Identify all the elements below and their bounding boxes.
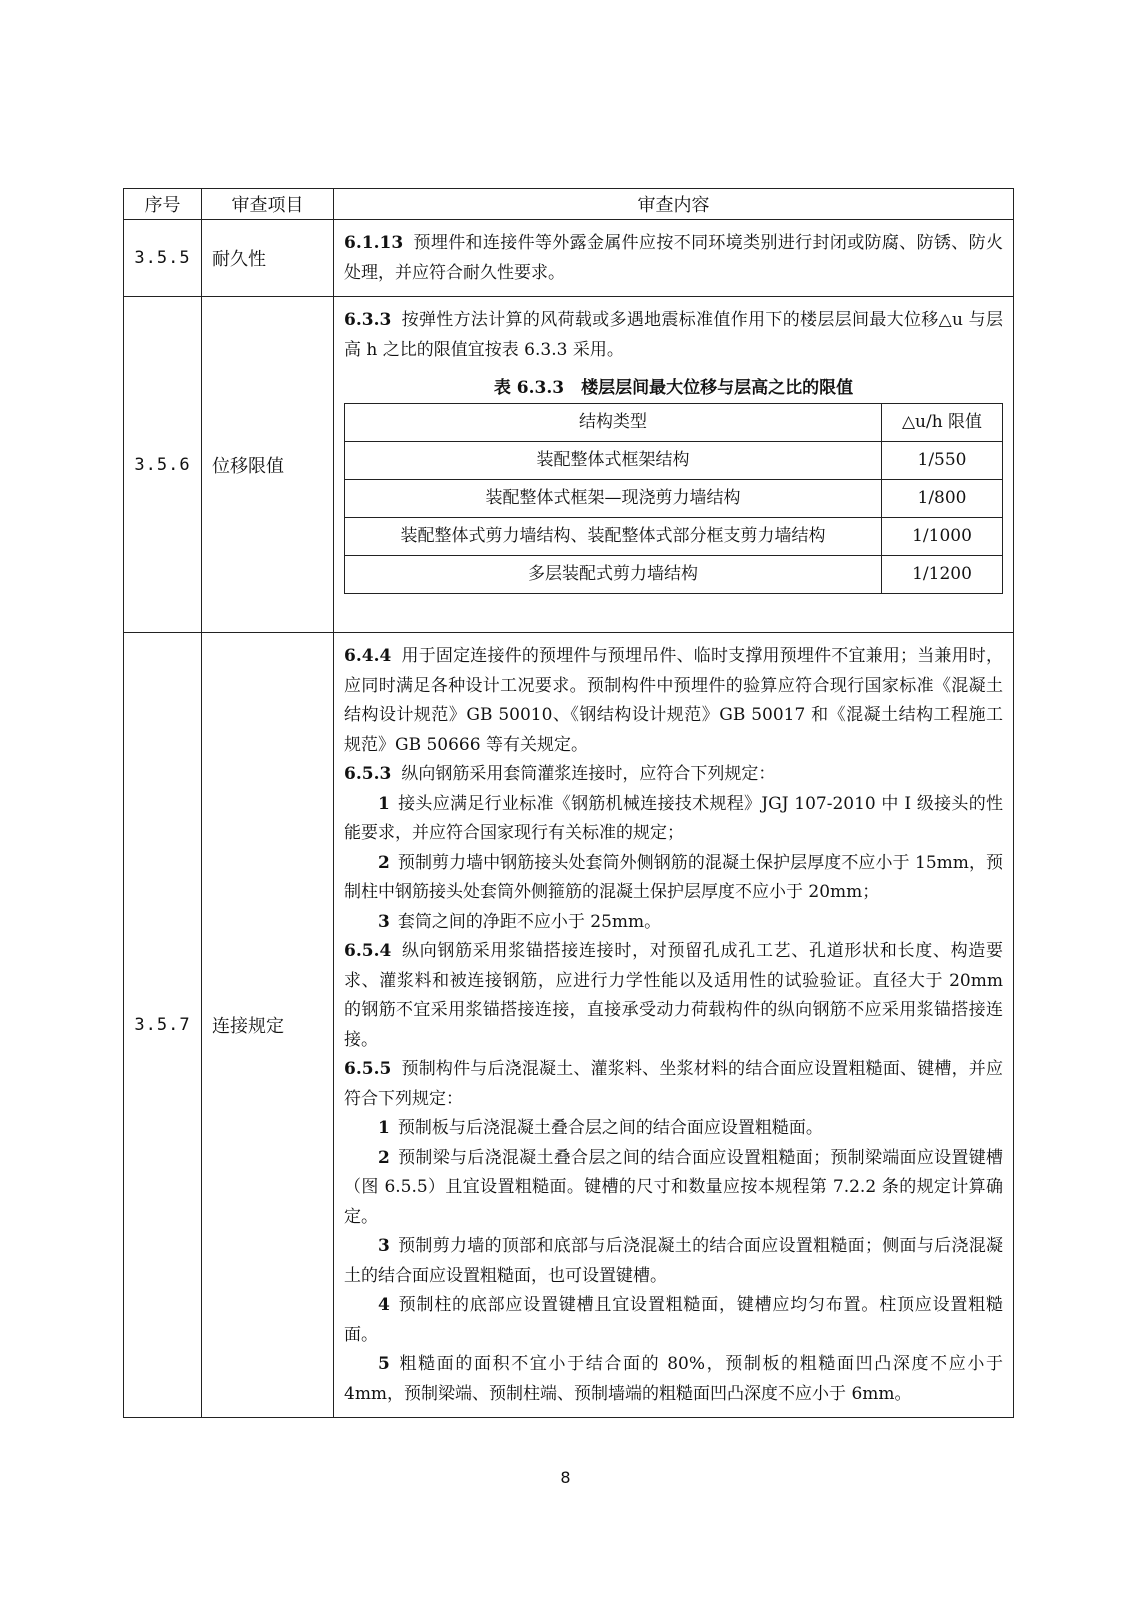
clause-code: 6.5.4 bbox=[344, 941, 392, 961]
limit-value: 1/800 bbox=[882, 480, 1003, 518]
clause-text: 用于固定连接件的预埋件与预埋吊件、临时支撑用预埋件不宜兼用；当兼用时，应同时满足各种设计工况要求。预制构件中预埋件的验算应符合现行国家标准《混凝土结构设计规范》GB 50010、《钢结构设计规范》GB 50017 和《混凝土结构工程施工规范》GB 50666 等有关规定。 bbox=[344, 646, 1003, 755]
item-text: 粗糙面的面积不宜小于结合面的 80%，预制板的粗糙面凹凸深度不应小于 4mm，预制梁端、预制柱端、预制墙端的粗糙面凹凸深度不应小于 6mm。 bbox=[344, 1354, 1003, 1404]
item-number: 3 bbox=[378, 1236, 390, 1256]
table-row bbox=[124, 297, 1014, 633]
item-text: 接头应满足行业标准《钢筋机械连接技术规程》JGJ 107-2010 中 I 级接头的性能要求，并应符合国家现行有关标准的规定； bbox=[344, 793, 1003, 843]
item-number: 2 bbox=[378, 852, 390, 873]
item-text: 预制板与后浇混凝土叠合层之间的结合面应设置粗糙面。 bbox=[397, 1118, 823, 1138]
row-item: 连接规定 bbox=[202, 633, 334, 1418]
row-item: 耐久性 bbox=[202, 220, 334, 297]
item-text: 预制剪力墙的顶部和底部与后浇混凝土的结合面应设置粗糙面；侧面与后浇混凝土的结合面应设置粗糙面，也可设置键槽。 bbox=[344, 1236, 1003, 1286]
clause-code: 6.4.4 bbox=[344, 646, 392, 666]
clause-item bbox=[344, 1144, 1003, 1233]
subtable-row bbox=[345, 518, 1003, 556]
review-table bbox=[123, 188, 1014, 1418]
limit-value: 1/550 bbox=[882, 442, 1003, 480]
item-number: 5 bbox=[378, 1354, 390, 1374]
subtable-row bbox=[345, 556, 1003, 594]
item-text: 预制柱的底部应设置键槽且宜设置粗糙面，键槽应均匀布置。柱顶应设置粗糙面。 bbox=[344, 1295, 1003, 1345]
clause-text: 纵向钢筋采用浆锚搭接连接时，对预留孔成孔工艺、孔道形状和长度、构造要求、灌浆料和被连接钢筋，应进行力学性能以及适用性的试验验证。直径大于 20mm 的钢筋不宜采用浆锚搭接连接，直接承受动力荷载构件的纵向钢筋不应采用浆锚搭接连接。 bbox=[344, 941, 1003, 1050]
subtable-header-row bbox=[345, 404, 1003, 442]
clause-code: 6.5.5 bbox=[344, 1059, 392, 1079]
displacement-limit-table bbox=[344, 403, 1003, 594]
limit-value: 1/1200 bbox=[882, 556, 1003, 594]
item-text: 预制剪力墙中钢筋接头处套筒外侧钢筋的混凝土保护层厚度不应小于 15mm，预制柱中钢筋接头处套筒外侧箍筋的混凝土保护层厚度不应小于 20mm； bbox=[344, 852, 1003, 902]
header-content: 审查内容 bbox=[334, 189, 1014, 220]
clause-code: 6.5.3 bbox=[344, 764, 392, 784]
row-number: 3.5.5 bbox=[124, 220, 202, 297]
table-row bbox=[124, 220, 1014, 297]
subtable-header-type: 结构类型 bbox=[345, 404, 882, 442]
clause-item bbox=[344, 1232, 1003, 1291]
clause-text: 预制构件与后浇混凝土、灌浆料、坐浆材料的结合面应设置粗糙面、键槽，并应符合下列规定： bbox=[344, 1059, 1003, 1109]
structure-type: 装配整体式框架结构 bbox=[345, 442, 882, 480]
item-text: 套筒之间的净距不应小于 25mm。 bbox=[397, 911, 662, 932]
item-number: 1 bbox=[378, 793, 390, 814]
item-number: 3 bbox=[378, 911, 390, 932]
item-number: 4 bbox=[378, 1295, 390, 1315]
table-header-row bbox=[124, 189, 1014, 220]
header-item: 审查项目 bbox=[202, 189, 334, 220]
item-text: 预制梁与后浇混凝土叠合层之间的结合面应设置粗糙面；预制梁端面应设置键槽（图 6.5.5）且宜设置粗糙面。键槽的尺寸和数量应按本规程第 7.2.2 条的规定计算确定。 bbox=[344, 1147, 1003, 1227]
clause-item bbox=[344, 908, 1003, 938]
structure-type: 装配整体式框架—现浇剪力墙结构 bbox=[345, 480, 882, 518]
subtable-header-limit: △u/h 限值 bbox=[882, 404, 1003, 442]
row-content bbox=[334, 633, 1014, 1418]
clause-item bbox=[344, 849, 1003, 908]
clause-item bbox=[344, 1350, 1003, 1409]
subtable-caption: 表 6.3.3 楼层层间最大位移与层高之比的限值 bbox=[493, 378, 854, 398]
row-content bbox=[334, 220, 1014, 297]
clause-text: 纵向钢筋采用套筒灌浆连接时，应符合下列规定： bbox=[401, 764, 776, 784]
page-number: 8 bbox=[560, 1468, 571, 1487]
item-number: 2 bbox=[378, 1147, 390, 1168]
clause-text: 预埋件和连接件等外露金属件应按不同环境类别进行封闭或防腐、防锈、防火处理，并应符合耐久性要求。 bbox=[344, 233, 1003, 283]
structure-type: 多层装配式剪力墙结构 bbox=[345, 556, 882, 594]
subtable-row bbox=[345, 442, 1003, 480]
clause-code: 6.1.13 bbox=[344, 233, 404, 253]
structure-type: 装配整体式剪力墙结构、装配整体式部分框支剪力墙结构 bbox=[345, 518, 882, 556]
header-no: 序号 bbox=[124, 189, 202, 220]
row-number: 3.5.6 bbox=[124, 297, 202, 633]
clause-code: 6.3.3 bbox=[344, 310, 392, 330]
clause-text: 按弹性方法计算的风荷载或多遇地震标准值作用下的楼层层间最大位移△u 与层高 h 之比的限值宜按表 6.3.3 采用。 bbox=[344, 310, 1003, 360]
clause-item bbox=[344, 1114, 1003, 1144]
table-row bbox=[124, 633, 1014, 1418]
row-content bbox=[334, 297, 1014, 633]
limit-value: 1/1000 bbox=[882, 518, 1003, 556]
clause-item bbox=[344, 790, 1003, 849]
clause-item bbox=[344, 1291, 1003, 1350]
subtable-row bbox=[345, 480, 1003, 518]
row-item: 位移限值 bbox=[202, 297, 334, 633]
row-number: 3.5.7 bbox=[124, 633, 202, 1418]
item-number: 1 bbox=[378, 1118, 390, 1138]
